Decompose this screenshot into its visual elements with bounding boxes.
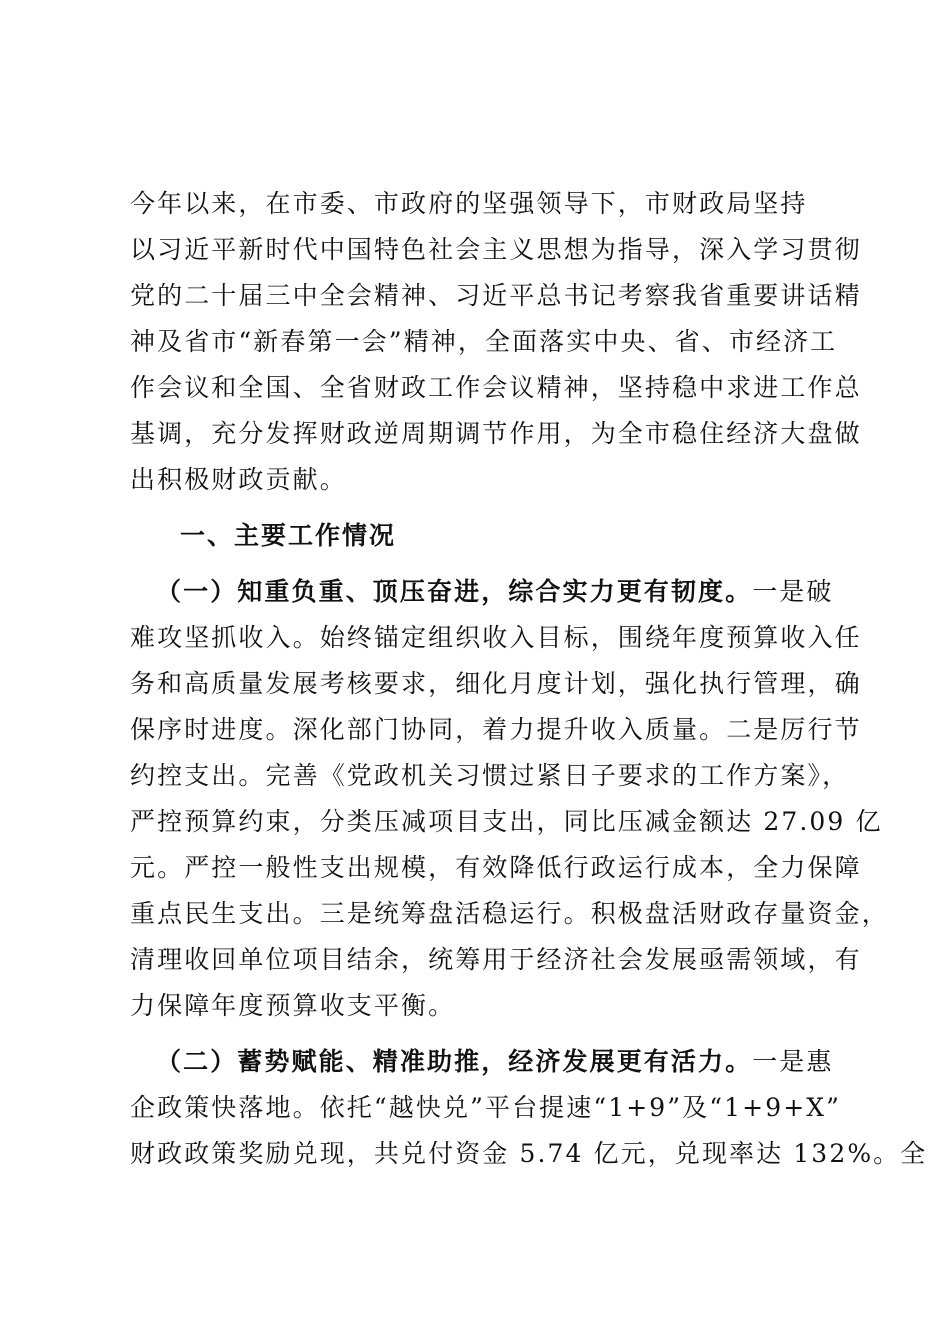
sub2-title: （二）蓄势赋能、精准助推，经济发展更有活力。 [156, 1047, 753, 1076]
sub1-first-line [156, 574, 856, 610]
intro-line-5: 作会议和全国、全省财政工作会议精神，坚持稳中求进工作总 [130, 373, 862, 402]
section-heading: 一、主要工作情况 [180, 521, 397, 550]
sub2-first-line [156, 1044, 856, 1080]
sub2-first-line-rest: 一是惠 [752, 1047, 834, 1076]
sub1-line-8: 重点民生支出。三是统筹盘活稳运行。积极盘活财政存量资金， [130, 899, 889, 928]
sub1-line-6: 严控预算约束，分类压减项目支出，同比压减金额达 27.09 亿 [130, 807, 883, 836]
sub1-line-10: 力保障年度预算收支平衡。 [130, 991, 456, 1020]
sub1-title: （一）知重负重、顶压奋进，综合实力更有韧度。 [156, 577, 753, 606]
sub1-line-4: 保序时进度。深化部门协同，着力提升收入质量。二是厉行节 [130, 715, 862, 744]
sub2-line-3: 财政政策奖励兑现，共兑付资金 5.74 亿元，兑现率达 132%。全 [130, 1139, 928, 1168]
sub2-line-2: 企政策快落地。依托“越快兑”平台提速“1+9”及“1+9+X” [130, 1093, 842, 1122]
sub1-line-5: 约控支出。完善《党政机关习惯过紧日子要求的工作方案》， [130, 761, 850, 790]
sub1-first-line-rest: 一是破 [752, 577, 834, 606]
intro-line-2: 以习近平新时代中国特色社会主义思想为指导，深入学习贯彻 [130, 235, 862, 264]
intro-line-3: 党的二十届三中全会精神、习近平总书记考察我省重要讲话精 [130, 281, 862, 310]
intro-line-6: 基调，充分发挥财政逆周期调节作用，为全市稳住经济大盘做 [130, 419, 862, 448]
sub1-line-2: 难攻坚抓收入。始终锚定组织收入目标，围绕年度预算收入任 [130, 623, 862, 652]
sub1-line-9: 清理收回单位项目结余，统筹用于经济社会发展亟需领域，有 [130, 945, 862, 974]
sub1-line-3: 务和高质量发展考核要求，细化月度计划，强化执行管理，确 [130, 669, 862, 698]
intro-line-1: 今年以来，在市委、市政府的坚强领导下，市财政局坚持 [130, 189, 808, 218]
intro-line-7: 出积极财政贡献。 [130, 465, 347, 494]
sub1-line-7: 元。严控一般性支出规模，有效降低行政运行成本，全力保障 [130, 853, 862, 882]
intro-line-4: 神及省市“新春第一会”精神，全面落实中央、省、市经济工 [130, 327, 838, 356]
